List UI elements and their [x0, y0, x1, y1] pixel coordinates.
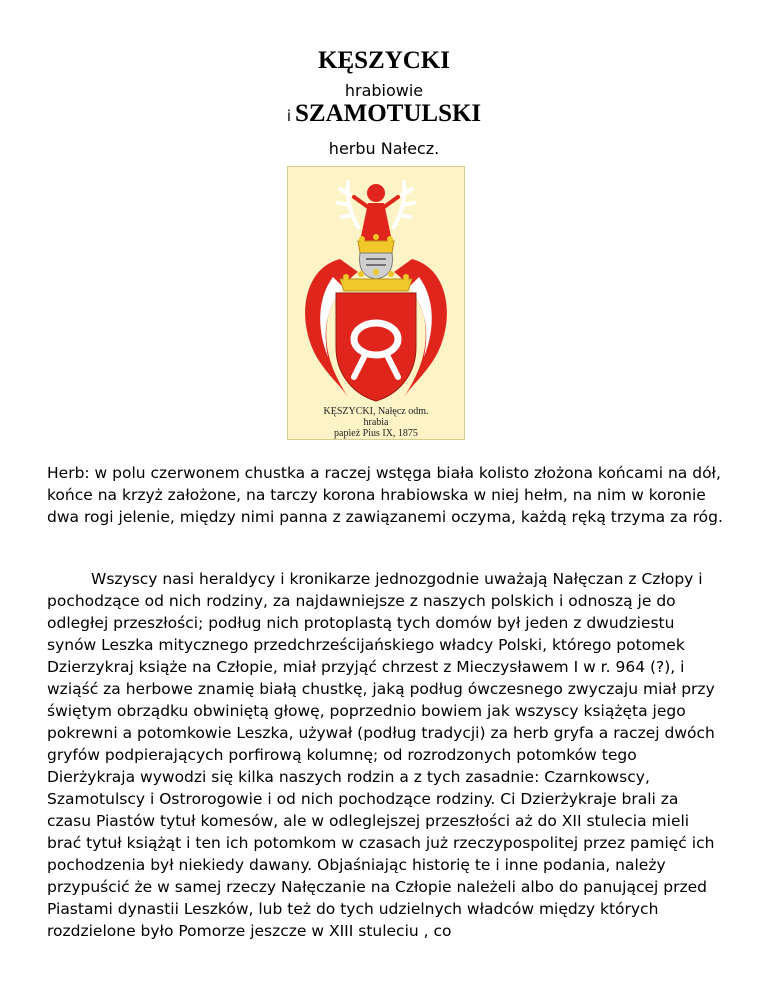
- rank-label: hrabiowie: [344, 81, 424, 100]
- coat-of-arms-caption: [288, 406, 464, 439]
- caption-line-3: papież Pius IX, 1875: [334, 428, 418, 439]
- family-name-keszycki: KĘSZYCKI: [318, 47, 450, 74]
- paragraph-history: Wszyscy nasi heraldycy i kronikarze jednozgodnie uważają Nałęczan z Człopy i pochodzące od nich rodziny, za najdawniejsze z naszych polskich i odnoszą je do odległej przeszłości; podług nich protoplastą tych domów był jeden z dwudziestu synów Leszka mitycznego przedchrześcijańskiego władcy Polski, którego potomek Dzierzykraj książe na Człopie, miał przyjąć chrzest z Mieczysławem I w r. 964 (?), i wziąść za herbowe znamię białą chustkę, jaką podług ówczesnego zwyczaju miał przy świętym obrządku obwiniętą głowę, poprzednio bowiem jak wszyscy książęta jego pokrewni a potomkowie Leszka, używał (podług tradycji) za herb gryfa a raczej dwóch gryfów podpierających porfirową kolumnę; od rozrodzonych potomków tego Dierżykraja wywodzi się kilka naszych rodzin a z tych zasadnie: Czarnkowscy, Szamotulscy i Ostrorogowie i od nich pochodzące rodziny. Ci Dzierżykraje brali za czasu Piastów tytuł komesów, ale w odleglejszej przeszłości aż do XII stulecia mieli brać tytuł książąt i ten ich potomkom w czasach już rzeczypospolitej przez pamięć ich pochodzenia był niekiedy dawany. Objaśniając historię te i inne podania, należy przypuścić że w samej rzeczy Nałęczanie na Człopie należeli albo do panującej przed Piastami dynastii Leszków, lub też do tych udzielnych władców między których rozdzielone było Pomorze jeszcze w XIII stuleciu , co: [47, 570, 715, 940]
- coat-of-arms-image: [287, 166, 465, 440]
- caption-line-1: KĘSZYCKI, Nałęcz odm.: [323, 406, 429, 417]
- conjunction: i: [286, 107, 291, 125]
- family-line-szamotulski: [0, 97, 768, 133]
- arms-name: herbu Nałecz.: [328, 139, 440, 158]
- coat-of-arms-illustration: [288, 167, 464, 439]
- caption-line-2: hrabia: [363, 417, 389, 428]
- paragraph-arms-description: Herb: w polu czerwonem chustka a raczej wstęga biała kolisto złożona końcami na dół, końce na krzyż założone, na tarczy korona hrabiowska w niej hełm, na nim w koronie dwa rogi jelenie, między nimi panna z zawiązanemi oczyma, każdą ręką trzyma za róg.: [47, 464, 723, 526]
- family-name-szamotulski: SZAMOTULSKI: [295, 100, 482, 127]
